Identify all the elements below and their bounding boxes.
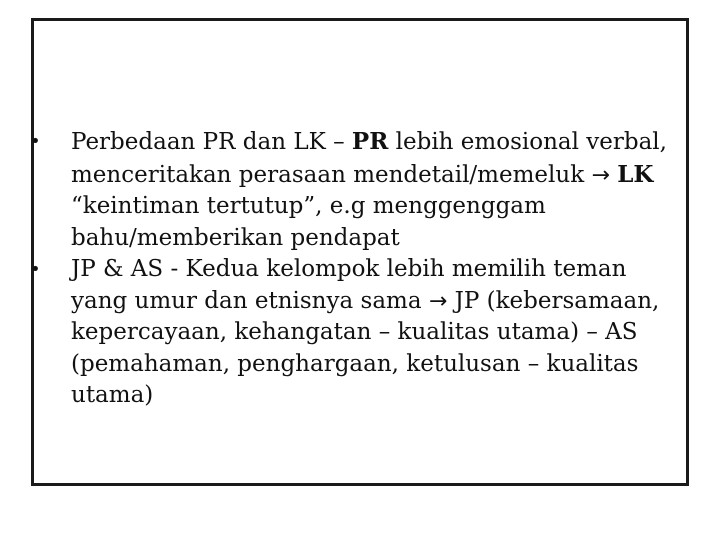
right-arrow-icon: → xyxy=(428,288,448,314)
bullet-list xyxy=(30,126,685,412)
bullet-item-jp-as xyxy=(30,254,685,412)
right-arrow-icon: → xyxy=(591,162,610,188)
bullet-dot-icon: • xyxy=(30,259,41,280)
bullet2-text-part1: JP & AS - Kedua kelompok lebih memilih teman yang umur dan etnisnya sama xyxy=(71,256,627,314)
bullet1-pr-label: PR xyxy=(351,128,389,155)
bullet1-text-part3: “keintiman tertutup”, e.g menggenggam bahu/memberikan pendapat xyxy=(71,193,546,251)
bullet2-text-part2: JP (kebersamaan, kepercayaan, kehangatan – kualitas utama) – AS (pemahaman, penghargaan, ketulusan – kualitas utama) xyxy=(71,287,660,408)
bullet1-lk-label: LK xyxy=(617,160,654,188)
bullet-item-pr-lk xyxy=(30,126,685,254)
bullet1-text-part2: lebih emosional verbal, menceritakan perasaan mendetail/memeluk xyxy=(71,129,667,188)
bullet1-text-part1: Perbedaan PR dan LK – xyxy=(71,129,352,155)
bullet-dot-icon: • xyxy=(30,131,41,152)
